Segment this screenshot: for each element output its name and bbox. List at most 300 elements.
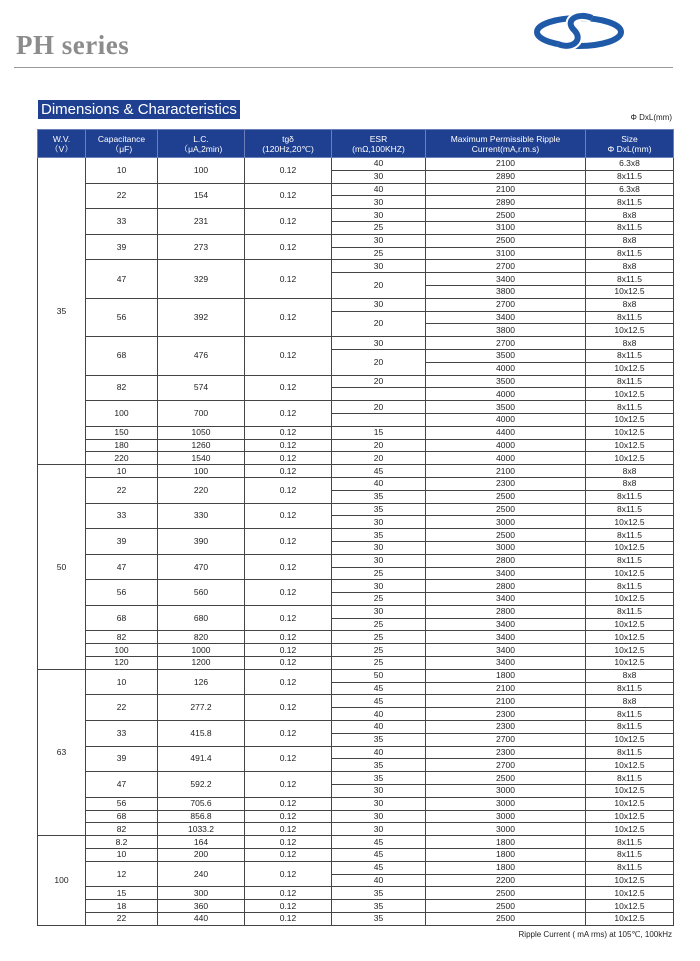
size-cell: 8x11.5	[586, 554, 674, 567]
size-cell: 8x8	[586, 209, 674, 222]
tg-cell: 0.12	[245, 810, 332, 823]
table-row	[38, 631, 674, 644]
capacitance-cell: 47	[86, 772, 158, 798]
esr-cell: 25	[332, 631, 426, 644]
ripple-cell: 3000	[426, 541, 586, 554]
tg-cell: 0.12	[245, 746, 332, 772]
ripple-cell: 2700	[426, 298, 586, 311]
esr-cell: 30	[332, 209, 426, 222]
capacitance-cell: 56	[86, 580, 158, 606]
lc-cell: 231	[158, 209, 245, 235]
ripple-cell: 2800	[426, 554, 586, 567]
esr-cell: 20	[332, 452, 426, 465]
lc-cell: 329	[158, 260, 245, 298]
capacitance-cell: 47	[86, 260, 158, 298]
esr-cell: 50	[332, 669, 426, 682]
tg-cell: 0.12	[245, 452, 332, 465]
ripple-cell: 2300	[426, 721, 586, 734]
tg-cell: 0.12	[245, 298, 332, 336]
size-cell: 8x11.5	[586, 490, 674, 503]
ripple-cell: 2200	[426, 874, 586, 887]
capacitance-cell: 10	[86, 465, 158, 478]
esr-cell: 35	[332, 529, 426, 542]
ripple-cell: 3000	[426, 797, 586, 810]
esr-cell: 30	[332, 234, 426, 247]
table-row	[38, 721, 674, 734]
esr-cell: 25	[332, 644, 426, 657]
lc-cell: 856.8	[158, 810, 245, 823]
size-cell: 10x12.5	[586, 618, 674, 631]
esr-cell: 40	[332, 721, 426, 734]
ripple-cell: 1800	[426, 669, 586, 682]
tg-cell: 0.12	[245, 913, 332, 926]
capacitance-cell: 120	[86, 657, 158, 670]
ripple-cell: 3800	[426, 324, 586, 337]
esr-cell: 35	[332, 887, 426, 900]
esr-cell: 30	[332, 516, 426, 529]
ripple-cell: 2890	[426, 196, 586, 209]
capacitance-cell: 10	[86, 849, 158, 862]
lc-cell: 476	[158, 337, 245, 375]
lc-cell: 1260	[158, 439, 245, 452]
tg-cell: 0.12	[245, 477, 332, 503]
tg-cell: 0.12	[245, 644, 332, 657]
lc-cell: 440	[158, 913, 245, 926]
table-row	[38, 657, 674, 670]
table-row	[38, 439, 674, 452]
size-cell: 10x12.5	[586, 823, 674, 836]
capacitance-cell: 150	[86, 426, 158, 439]
section-title: Dimensions & Characteristics	[38, 100, 240, 119]
lc-cell: 560	[158, 580, 245, 606]
tg-cell: 0.12	[245, 580, 332, 606]
lc-cell: 1540	[158, 452, 245, 465]
table-row	[38, 644, 674, 657]
ripple-cell: 2100	[426, 682, 586, 695]
tg-cell: 0.12	[245, 823, 332, 836]
esr-cell: 45	[332, 465, 426, 478]
size-cell: 10x12.5	[586, 631, 674, 644]
table-row	[38, 887, 674, 900]
esr-cell	[332, 413, 426, 426]
tg-cell: 0.12	[245, 849, 332, 862]
capacitance-cell: 10	[86, 669, 158, 695]
esr-cell: 45	[332, 836, 426, 849]
tg-cell: 0.12	[245, 657, 332, 670]
ripple-cell: 3000	[426, 516, 586, 529]
size-cell: 8x8	[586, 669, 674, 682]
lc-cell: 100	[158, 158, 245, 184]
ripple-cell: 3400	[426, 593, 586, 606]
esr-cell: 45	[332, 695, 426, 708]
table-row	[38, 823, 674, 836]
company-logo	[534, 10, 624, 54]
ripple-cell: 2700	[426, 260, 586, 273]
lc-cell: 1033.2	[158, 823, 245, 836]
esr-cell: 35	[332, 733, 426, 746]
table-row	[38, 810, 674, 823]
size-cell: 10x12.5	[586, 426, 674, 439]
ripple-cell: 3000	[426, 823, 586, 836]
ripple-cell: 3400	[426, 644, 586, 657]
capacitance-cell: 56	[86, 298, 158, 336]
ripple-cell: 2300	[426, 477, 586, 490]
capacitance-cell: 22	[86, 913, 158, 926]
tg-cell: 0.12	[245, 503, 332, 529]
size-cell: 10x12.5	[586, 452, 674, 465]
ripple-cell: 3000	[426, 810, 586, 823]
col-header-size: Size Φ DxL(mm)	[586, 130, 674, 158]
esr-cell: 40	[332, 708, 426, 721]
table-row	[38, 158, 674, 171]
table-row	[38, 580, 674, 593]
lc-cell: 390	[158, 529, 245, 555]
table-row	[38, 260, 674, 273]
size-cell: 10x12.5	[586, 785, 674, 798]
esr-cell: 35	[332, 900, 426, 913]
ripple-cell: 3100	[426, 221, 586, 234]
ripple-cell: 4000	[426, 362, 586, 375]
lc-cell: 680	[158, 605, 245, 631]
ripple-cell: 3400	[426, 618, 586, 631]
size-cell: 8x11.5	[586, 529, 674, 542]
esr-cell: 25	[332, 221, 426, 234]
lc-cell: 164	[158, 836, 245, 849]
tg-cell: 0.12	[245, 234, 332, 260]
col-header-tg: tgδ (120Hz,20℃)	[245, 130, 332, 158]
esr-cell: 30	[332, 541, 426, 554]
lc-cell: 415.8	[158, 721, 245, 747]
tg-cell: 0.12	[245, 797, 332, 810]
esr-cell	[332, 388, 426, 401]
ripple-cell: 3400	[426, 567, 586, 580]
capacitance-cell: 82	[86, 823, 158, 836]
size-cell: 6.3x8	[586, 158, 674, 171]
table-row	[38, 465, 674, 478]
capacitance-cell: 82	[86, 375, 158, 401]
size-cell: 8x11.5	[586, 682, 674, 695]
capacitance-cell: 22	[86, 183, 158, 209]
page-title: PH series	[16, 30, 130, 60]
esr-cell: 35	[332, 759, 426, 772]
capacitance-cell: 39	[86, 529, 158, 555]
table-row	[38, 797, 674, 810]
size-cell: 8x11.5	[586, 170, 674, 183]
size-cell: 8x11.5	[586, 849, 674, 862]
size-cell: 8x8	[586, 465, 674, 478]
capacitance-cell: 18	[86, 900, 158, 913]
capacitance-cell: 8.2	[86, 836, 158, 849]
ripple-cell: 1800	[426, 836, 586, 849]
tg-cell: 0.12	[245, 605, 332, 631]
capacitance-cell: 82	[86, 631, 158, 644]
col-header-esr: ESR (mΩ,100KHZ)	[332, 130, 426, 158]
size-cell: 8x11.5	[586, 196, 674, 209]
ripple-cell: 2800	[426, 580, 586, 593]
capacitance-cell: 22	[86, 695, 158, 721]
esr-cell: 35	[332, 913, 426, 926]
ripple-cell: 2700	[426, 337, 586, 350]
esr-cell: 40	[332, 158, 426, 171]
capacitance-cell: 15	[86, 887, 158, 900]
col-header-ripple: Maximum Permissible Ripple Current(mA,r.m.s)	[426, 130, 586, 158]
esr-cell: 30	[332, 196, 426, 209]
size-cell: 8x11.5	[586, 401, 674, 414]
wv-cell: 50	[38, 465, 86, 670]
size-cell: 8x11.5	[586, 708, 674, 721]
capacitance-cell: 180	[86, 439, 158, 452]
table-row	[38, 529, 674, 542]
ripple-cell: 4400	[426, 426, 586, 439]
lc-cell: 592.2	[158, 772, 245, 798]
lc-cell: 240	[158, 861, 245, 887]
ripple-cell: 1800	[426, 849, 586, 862]
esr-cell: 30	[332, 605, 426, 618]
capacitance-cell: 39	[86, 234, 158, 260]
esr-cell: 30	[332, 337, 426, 350]
ripple-cell: 2500	[426, 209, 586, 222]
lc-cell: 154	[158, 183, 245, 209]
wv-cell: 35	[38, 158, 86, 465]
capacitance-cell: 56	[86, 797, 158, 810]
ripple-cell: 3100	[426, 247, 586, 260]
tg-cell: 0.12	[245, 529, 332, 555]
tg-cell: 0.12	[245, 401, 332, 427]
size-cell: 8x11.5	[586, 503, 674, 516]
ripple-cell: 3500	[426, 401, 586, 414]
table-row	[38, 605, 674, 618]
ripple-cell: 2100	[426, 158, 586, 171]
size-cell: 10x12.5	[586, 733, 674, 746]
header-divider	[14, 67, 673, 68]
size-cell: 8x8	[586, 337, 674, 350]
size-cell: 10x12.5	[586, 874, 674, 887]
size-cell: 10x12.5	[586, 362, 674, 375]
ripple-cell: 2700	[426, 733, 586, 746]
tg-cell: 0.12	[245, 337, 332, 375]
lc-cell: 277.2	[158, 695, 245, 721]
wv-cell: 63	[38, 669, 86, 835]
size-cell: 10x12.5	[586, 593, 674, 606]
esr-cell: 30	[332, 810, 426, 823]
lc-cell: 220	[158, 477, 245, 503]
size-cell: 10x12.5	[586, 900, 674, 913]
lc-cell: 273	[158, 234, 245, 260]
capacitance-cell: 68	[86, 810, 158, 823]
capacitance-cell: 220	[86, 452, 158, 465]
esr-cell: 20	[332, 439, 426, 452]
ripple-cell: 2500	[426, 900, 586, 913]
lc-cell: 491.4	[158, 746, 245, 772]
col-header-capacitance: Capacitance （μF)	[86, 130, 158, 158]
esr-cell: 30	[332, 554, 426, 567]
esr-cell: 25	[332, 247, 426, 260]
table-row	[38, 183, 674, 196]
lc-cell: 360	[158, 900, 245, 913]
size-cell: 8x8	[586, 260, 674, 273]
ripple-cell: 3400	[426, 311, 586, 324]
tg-cell: 0.12	[245, 721, 332, 747]
tg-cell: 0.12	[245, 772, 332, 798]
capacitance-cell: 68	[86, 337, 158, 375]
size-cell: 8x11.5	[586, 221, 674, 234]
size-cell: 10x12.5	[586, 439, 674, 452]
esr-cell: 20	[332, 311, 426, 337]
ripple-cell: 4000	[426, 388, 586, 401]
esr-cell: 20	[332, 349, 426, 375]
table-row	[38, 695, 674, 708]
table-row	[38, 849, 674, 862]
esr-cell: 25	[332, 593, 426, 606]
unit-note: Φ DxL(mm)	[630, 113, 672, 122]
esr-cell: 20	[332, 273, 426, 299]
col-header-lc: L.C. （μA,2min)	[158, 130, 245, 158]
size-cell: 8x8	[586, 234, 674, 247]
tg-cell: 0.12	[245, 183, 332, 209]
esr-cell: 30	[332, 797, 426, 810]
lc-cell: 1050	[158, 426, 245, 439]
esr-cell: 35	[332, 772, 426, 785]
ripple-cell: 4000	[426, 413, 586, 426]
table-row	[38, 746, 674, 759]
footnote: Ripple Current ( mA rms) at 105℃, 100kHz	[518, 930, 672, 939]
capacitance-cell: 33	[86, 209, 158, 235]
ripple-cell: 4000	[426, 452, 586, 465]
ripple-cell: 1800	[426, 861, 586, 874]
lc-cell: 700	[158, 401, 245, 427]
ripple-cell: 2100	[426, 465, 586, 478]
ripple-cell: 2500	[426, 887, 586, 900]
esr-cell: 25	[332, 567, 426, 580]
capacitance-cell: 10	[86, 158, 158, 184]
lc-cell: 330	[158, 503, 245, 529]
size-cell: 10x12.5	[586, 541, 674, 554]
size-cell: 8x8	[586, 298, 674, 311]
ripple-cell: 3400	[426, 657, 586, 670]
ripple-cell: 3500	[426, 375, 586, 388]
esr-cell: 30	[332, 580, 426, 593]
table-row	[38, 669, 674, 682]
capacitance-cell: 100	[86, 644, 158, 657]
ripple-cell: 3400	[426, 273, 586, 286]
esr-cell: 25	[332, 657, 426, 670]
esr-cell: 45	[332, 861, 426, 874]
table-row	[38, 772, 674, 785]
tg-cell: 0.12	[245, 887, 332, 900]
capacitance-cell: 47	[86, 554, 158, 580]
size-cell: 10x12.5	[586, 759, 674, 772]
esr-cell: 35	[332, 490, 426, 503]
esr-cell: 40	[332, 746, 426, 759]
table-row	[38, 554, 674, 567]
ripple-cell: 2500	[426, 529, 586, 542]
esr-cell: 20	[332, 375, 426, 388]
tg-cell: 0.12	[245, 836, 332, 849]
tg-cell: 0.12	[245, 439, 332, 452]
ripple-cell: 2500	[426, 772, 586, 785]
lc-cell: 470	[158, 554, 245, 580]
table-row	[38, 209, 674, 222]
size-cell: 10x12.5	[586, 797, 674, 810]
size-cell: 6.3x8	[586, 183, 674, 196]
tg-cell: 0.12	[245, 631, 332, 644]
table-row	[38, 337, 674, 350]
ripple-cell: 3800	[426, 285, 586, 298]
esr-cell: 30	[332, 785, 426, 798]
tg-cell: 0.12	[245, 695, 332, 721]
tg-cell: 0.12	[245, 375, 332, 401]
lc-cell: 1000	[158, 644, 245, 657]
tg-cell: 0.12	[245, 861, 332, 887]
lc-cell: 100	[158, 465, 245, 478]
esr-cell: 25	[332, 618, 426, 631]
table-row	[38, 861, 674, 874]
capacitance-cell: 12	[86, 861, 158, 887]
size-cell: 8x11.5	[586, 721, 674, 734]
size-cell: 10x12.5	[586, 913, 674, 926]
ripple-cell: 2700	[426, 759, 586, 772]
table-row	[38, 375, 674, 388]
table-row	[38, 503, 674, 516]
size-cell: 10x12.5	[586, 324, 674, 337]
table-row	[38, 900, 674, 913]
tg-cell: 0.12	[245, 465, 332, 478]
esr-cell: 30	[332, 260, 426, 273]
ripple-cell: 2890	[426, 170, 586, 183]
table-row	[38, 913, 674, 926]
esr-cell: 30	[332, 170, 426, 183]
table-row	[38, 452, 674, 465]
esr-cell: 35	[332, 503, 426, 516]
capacitance-cell: 68	[86, 605, 158, 631]
wv-cell: 100	[38, 836, 86, 926]
lc-cell: 1200	[158, 657, 245, 670]
esr-cell: 15	[332, 426, 426, 439]
ripple-cell: 2100	[426, 183, 586, 196]
lc-cell: 392	[158, 298, 245, 336]
size-cell: 8x11.5	[586, 836, 674, 849]
lc-cell: 574	[158, 375, 245, 401]
ripple-cell: 2500	[426, 503, 586, 516]
size-cell: 8x11.5	[586, 375, 674, 388]
ripple-cell: 2300	[426, 746, 586, 759]
size-cell: 8x11.5	[586, 861, 674, 874]
lc-cell: 300	[158, 887, 245, 900]
ripple-cell: 3400	[426, 631, 586, 644]
esr-cell: 40	[332, 183, 426, 196]
size-cell: 10x12.5	[586, 644, 674, 657]
lc-cell: 126	[158, 669, 245, 695]
table-row	[38, 836, 674, 849]
size-cell: 10x12.5	[586, 810, 674, 823]
size-cell: 8x11.5	[586, 247, 674, 260]
size-cell: 10x12.5	[586, 285, 674, 298]
ripple-cell: 2800	[426, 605, 586, 618]
size-cell: 10x12.5	[586, 388, 674, 401]
table-row	[38, 426, 674, 439]
tg-cell: 0.12	[245, 426, 332, 439]
size-cell: 10x12.5	[586, 413, 674, 426]
size-cell: 8x11.5	[586, 605, 674, 618]
lc-cell: 200	[158, 849, 245, 862]
tg-cell: 0.12	[245, 554, 332, 580]
ripple-cell: 3000	[426, 785, 586, 798]
size-cell: 8x8	[586, 695, 674, 708]
capacitance-cell: 33	[86, 503, 158, 529]
table-row	[38, 234, 674, 247]
table-row	[38, 298, 674, 311]
esr-cell: 30	[332, 823, 426, 836]
